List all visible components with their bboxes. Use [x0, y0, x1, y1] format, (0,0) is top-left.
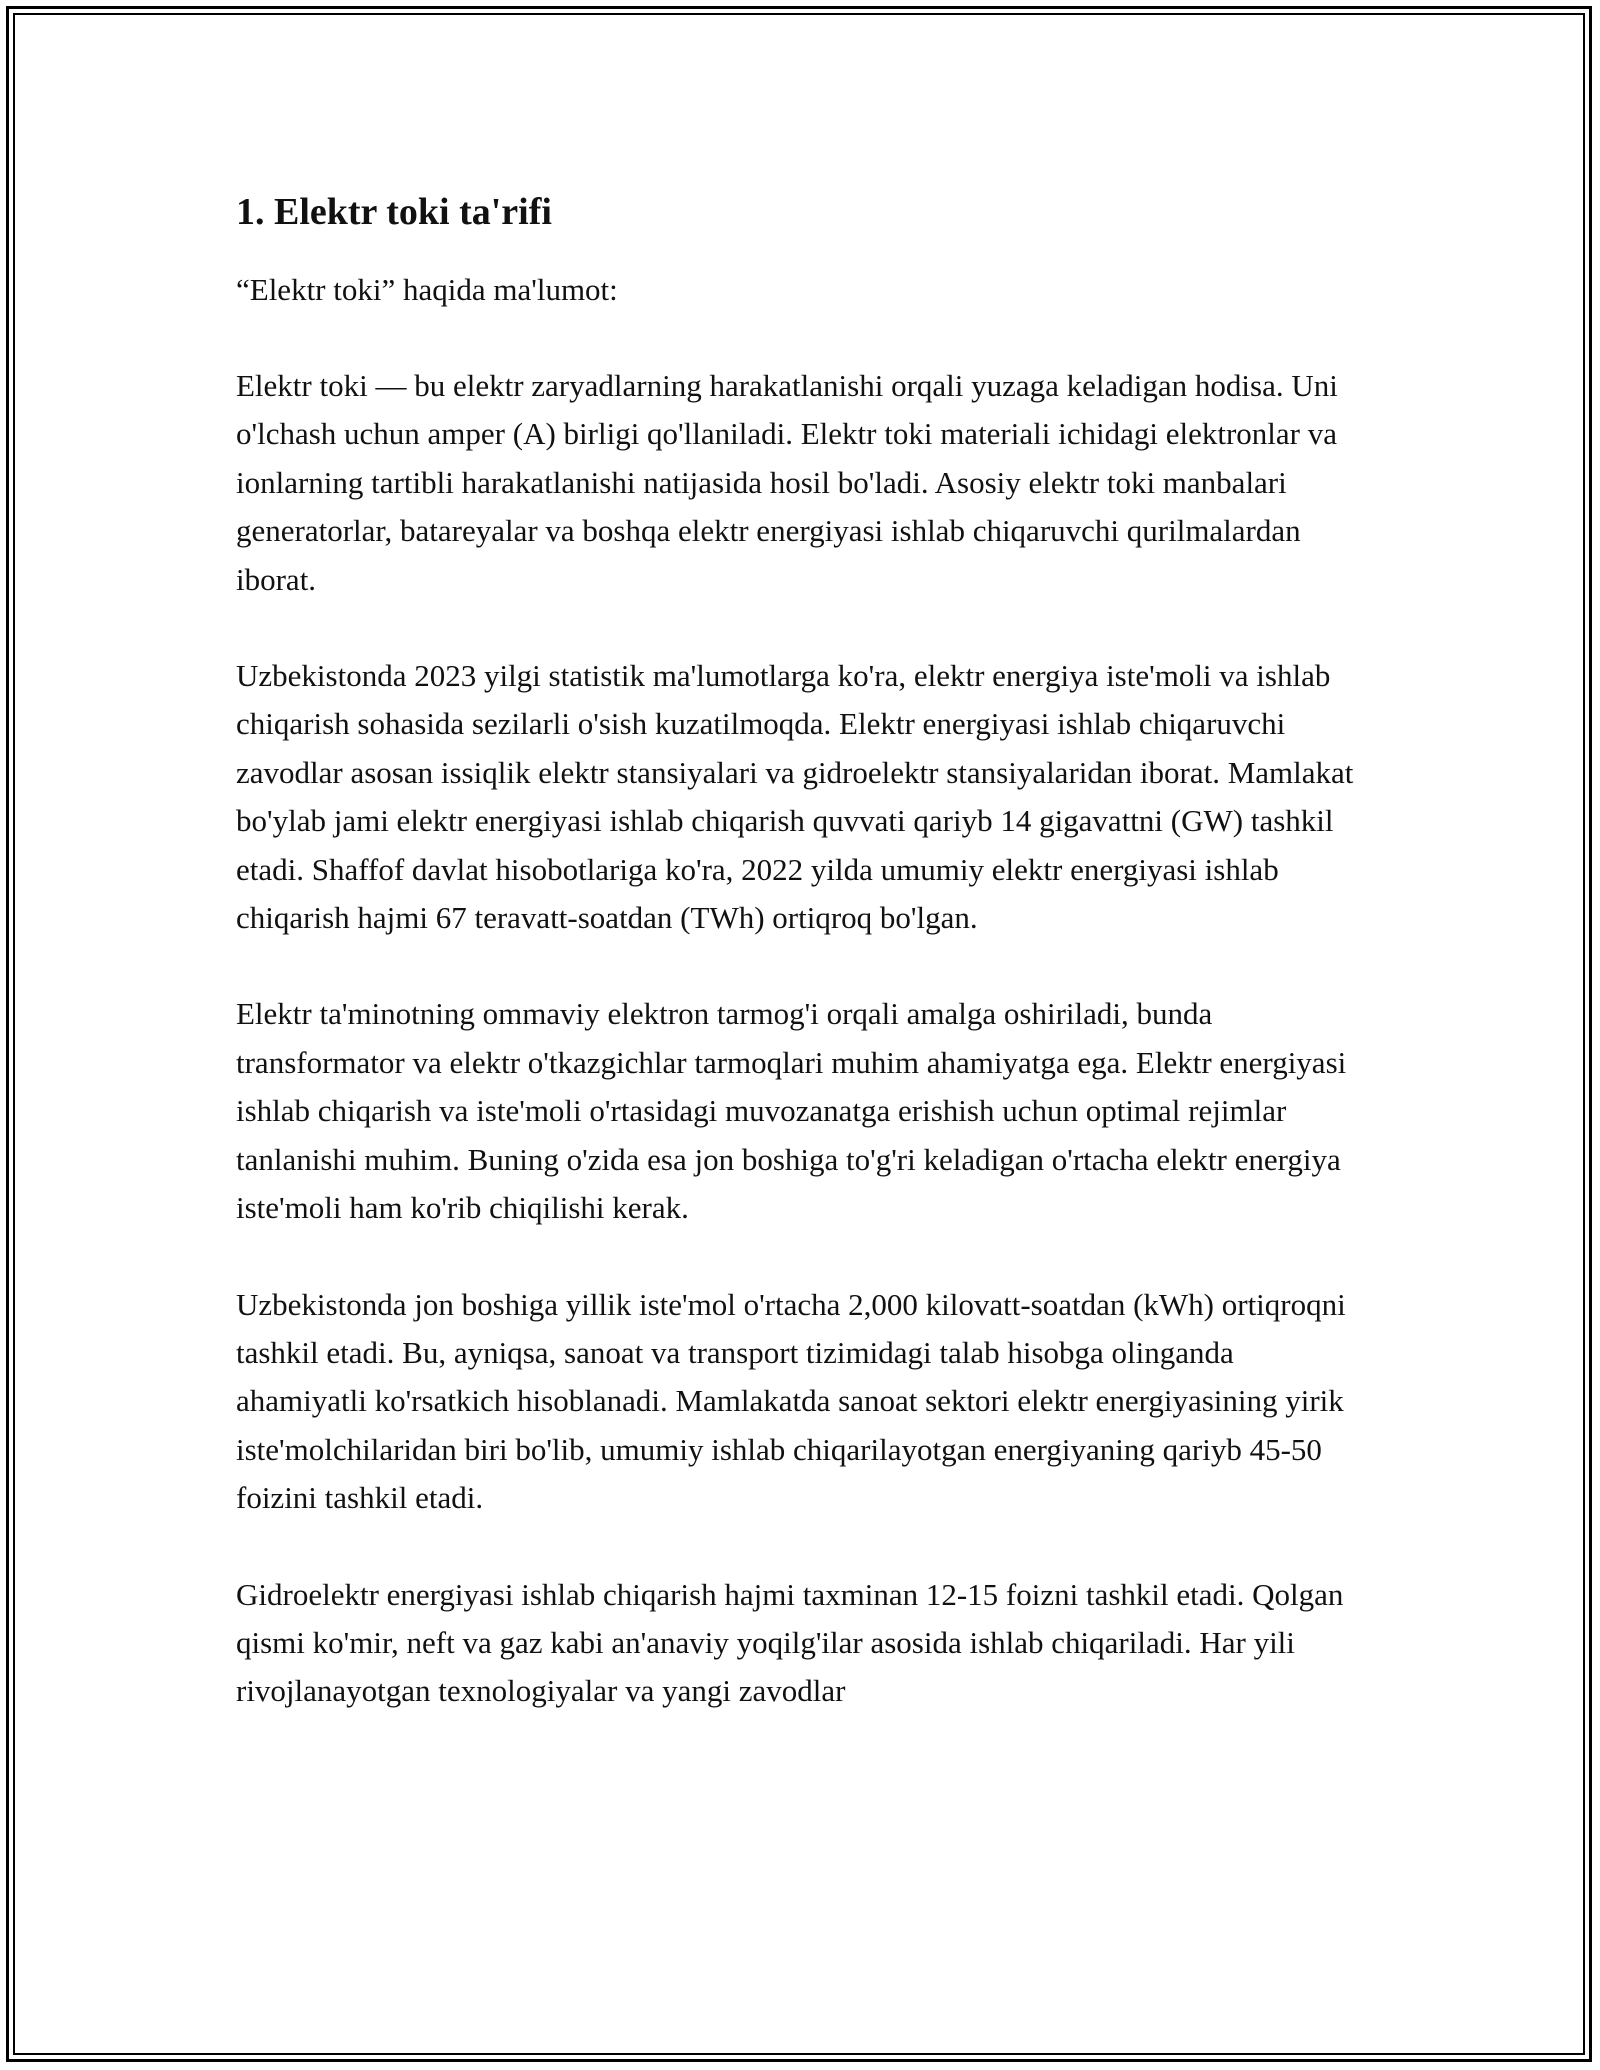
- section-heading: 1. Elektr toki ta'rifi: [236, 191, 552, 233]
- paragraph-3: Elektr ta'minotning ommaviy elektron tarmog'i orqali amalga oshiriladi, bunda transformator va elektr o'tkazgichlar tarmoqlari muhim ahamiyatga ega. Elektr energiyasi ishlab chiqarish va iste'moli o'rtasidagi muvozanatga erishish uchun optimal rejimlar tanlanishi muhim. Buning o'zida esa jon boshiga to'g'ri keladigan o'rtacha elektr energiya iste'moli ham ko'rib chiqilishi kerak.: [236, 996, 1347, 1226]
- paragraph-1: Elektr toki — bu elektr zaryadlarning harakatlanishi orqali yuzaga keladigan hodisa. Uni o'lchash uchun amper (A) birligi qo'llaniladi. Elektr toki materiali ichidagi elektronlar va ionlarning tartibli harakatlanishi natijasida hosil bo'ladi. Asosiy elektr toki manbalari generatorlar, batareyalar va boshqa elektr energiyasi ishlab chiqaruvchi qurilmalardan iborat.: [236, 368, 1338, 597]
- paragraph-5: Gidroelektr energiyasi ishlab chiqarish hajmi taxminan 12-15 foizni tashkil etadi. Qolgan qismi ko'mir, neft va gaz kabi an'anaviy yoqilg'ilar asosida ishlab chiqariladi. Har yili rivojlanayotgan texnologiyalar va yangi zavodlar: [236, 1576, 1344, 1709]
- intro-line: “Elektr toki” haqida ma'lumot:: [236, 272, 618, 307]
- paragraph-4: Uzbekistonda jon boshiga yillik iste'mol o'rtacha 2,000 kilovatt-soatdan (kWh) ortiqroqni tashkil etadi. Bu, ayniqsa, sanoat va transport tizimidagi talab hisobga olinganda ahamiyatli ko'rsatkich hisoblanadi. Mamlakatda sanoat sektori elektr energiyasining yirik iste'molchilaridan biri bo'lib, umumiy ishlab chiqarilayotgan energiyaning qariyb 45-50 foizini tashkil etadi.: [236, 1286, 1346, 1516]
- document-content: [236, 186, 1366, 1764]
- paragraph-2: Uzbekistonda 2023 yilgi statistik ma'lumotlarga ko'ra, elektr energiya iste'moli va ishlab chiqarish sohasida sezilarli o'sish kuzatilmoqda. Elektr energiyasi ishlab chiqaruvchi zavodlar asosan issiqlik elektr stansiyalari va gidroelektr stansiyalaridan iborat. Mamlakat bo'ylab jami elektr energiyasi ishlab chiqarish quvvati qariyb 14 gigavattni (GW) tashkil etadi. Shaffof davlat hisobotlariga ko'ra, 2022 yilda umumiy elektr energiyasi ishlab chiqarish hajmi 67 teravatt-soatdan (TWh) ortiqroq bo'lgan.: [236, 658, 1354, 936]
